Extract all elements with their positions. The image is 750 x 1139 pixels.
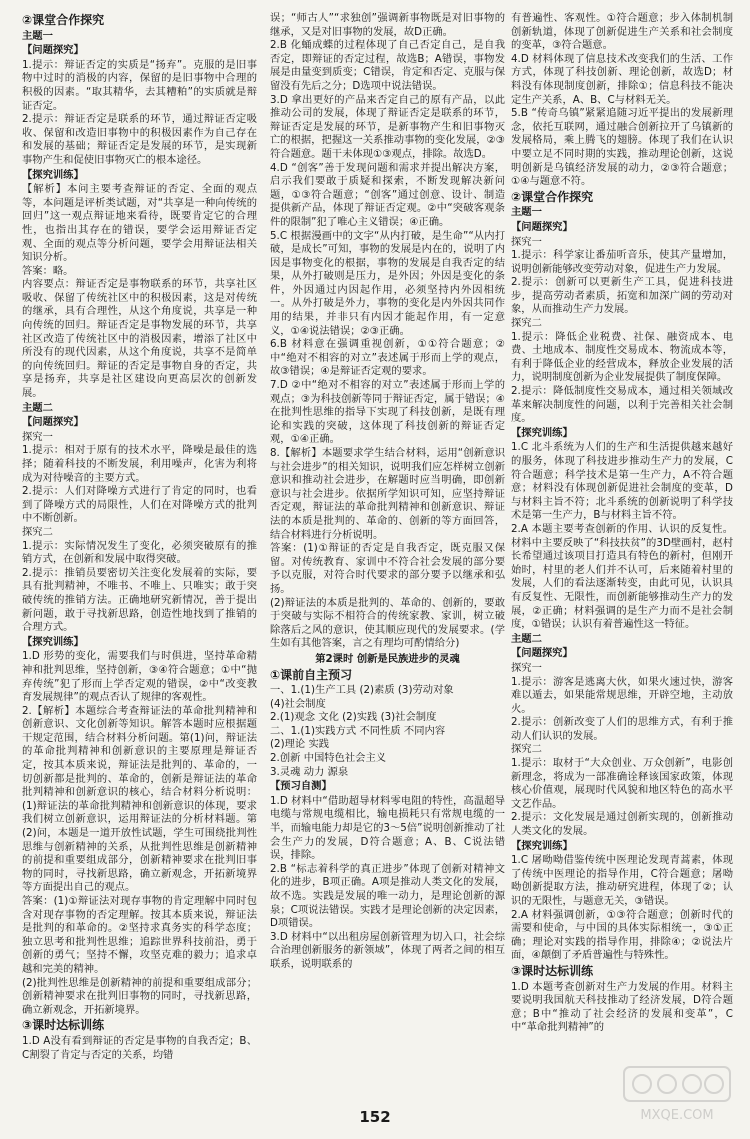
paragraph: 2.【解析】本题综合考查辩证法的革命批判精神和创新意识、文化创新等知识。解答本题时应根据题干规定范围，结合材料分析问题。第(1)问，辩证法的革命批判精神和创新意识的主要原理是辩证否定，按其本质来说，辩证法是批判的、革命的，一切创新都是批判的、革命的，创新是辩证法的革命批判精神和创新意识的核心，结合材料分析说明：(1)辩证法的革命批判精神和创新意识的体现，要求我们树立创新意识，运用辩证法的分析材料题。第(2)问，本题是一道开放性试题，学生可围绕批判性思维与创新精神的关系，从批判性思维是创新精神的前提和重要组成部分，创新精神要求在批判旧事物的同时，寻找新思路，确立新观念，开拓新境界等方面提出自己的观点。	[22, 704, 257, 894]
paragraph: 4.D “创客”善于发现问题和需求并提出解决方案，启示我们要敢于质疑和探索，不断发现解决新问题，①③符合题意；“创客”通过创意、设计、制造提供新产品，体现了辩证否定观。②中“突破客观条件的限制”犯了唯心主义错误；④正确。	[270, 161, 505, 228]
paragraph: 2.提示：人们对降噪方式进行了肯定的同时，也看到了降噪方式的局限性，人们在对降噪方式的批判中不断创新。	[22, 485, 257, 525]
paragraph: 5.C 根据漫画中的文字“从内打破，是生命”“从内打破，是成长”可知，事物的发展是内在的，说明了内因是事物变化的根据，事物的发展是自我否定的结果，从外打破则是压力，是外因；外因是变化的条件，外因通过内因起作用，必须坚持内外因相统一。从外打破是外力，事物的变化是内外因共同作用的结果，并非只有内因才能起作用，有一定意义，①④说法错误；②③正确。	[270, 229, 505, 337]
paragraph: 4.D 材料体现了信息技术改变我们的生活、工作方式，体现了科技创新、理论创新，故选D；材料没有体现制度创新，排除①；信息科技不能决定生产关系，A、B、C与材料无关。	[511, 52, 733, 106]
paragraph: 2.A 本题主要考查创新的作用、认识的反复性。材料中主要反映了“科技扶贫”的3D壁画村，赵村长希望通过该项目打造具有特色的新村，但刚开始时，村里的老人们并不认可，后来随着村里的发展，人们的看法逐渐转变，由此可见，认识具有反复性、无限性，而创新能够推动生产力的发展，②正确；材料强调的是生产力而不是社会制度，①错误；认识有着普遍性这一特征。	[511, 522, 733, 631]
paragraph: (2)批判性思维是创新精神的前提和重要组成部分；创新精神要求在批判旧事物的同时，寻找新思路，确立新观念，开拓新境界。	[22, 976, 257, 1016]
paragraph: 一、1.(1)生产工具 (2)素质 (3)劳动对象	[270, 684, 454, 697]
topic-heading: 主题一	[511, 206, 542, 219]
watermark-text: MXQE.COM	[640, 1108, 714, 1123]
topic-heading: 主题二	[22, 401, 53, 414]
paragraph: 8.【解析】本题要求学生结合材料，运用“创新意识与社会进步”的相关知识，说明我们应怎样树立创新意识和推动社会进步，在解题时应当明确，即创新意识与社会进步。依据所学知识可知，应坚持辩证否定观，辩证法的革命批判精神和创新意识、辩证法的本质是批判的、革命的、创新的等方面回答，结合材料进行分析说明。	[270, 447, 505, 541]
paragraph: 探究一	[511, 235, 542, 248]
paragraph: 2.B “标志着科学的真正进步”体现了创新对精神文化的进步，B项正确。A项是推动人类文化的发展，故不选。实践是发展的唯一动力，是理论创新的源泉；C项说法错误。实践才是理论创新的决定因素，D项错误。	[270, 862, 505, 930]
paragraph: 3.灵魂 动力 源泉	[270, 765, 349, 778]
bracket-heading: 【探究训练】	[511, 426, 573, 439]
paragraph: 2.提示：创新改变了人们的思维方式，有利于推动人们认识的发展。	[511, 716, 733, 742]
bracket-heading: 【问题探究】	[22, 44, 84, 57]
paragraph: 5.B “传奇乌镇”紧紧追随习近平提出的发展新理念，依托互联网，通过融合创新拉开了乌镇新的发展格局，乘上腾飞的翅膀。体现了我们在认识中要立足不同时期的实践，推动理论创新，这说明创新是乌镇经济发展的动力，②③符合题意；①④与题意不符。	[511, 107, 733, 188]
paragraph: 7.D ②中“绝对不相容的对立”表述属于形而上学的观点；③为科技创新等同于辩证否定，属于错误；④在批判性思维的指导下实现了科技创新，是既有理论和实践的突破，这体现了科技创新的辩证否定观，①④正确。	[270, 379, 505, 446]
paragraph: 内容要点：辩证否定是事物联系的环节，共享社区吸收、保留了传统社区中的积极因素，这是对传统的继承，具有合理性，从这个角度说，共享是一种向传统的回归。辩证否定是事物发展的环节，共享社区改造了传统社区中的消极因素，增添了社区中所没有的现代因素，从这个角度说，共享不是简单的向传统回归。辩证的否定是事物自身的否定，共享是扬弃，共享是社区建设向更高层次的创新发展。	[22, 278, 257, 400]
paragraph: 【解析】本问主要考查辩证的否定、全面的观点等，本问题是评析类试题，对“共享是一种向传统的回归”这一观点辩证地来看待，既要肯定它的合理性，也指出其存在的错误，要学会运用辩证否定观、全面的观点等分析问题，要学会用辩证法相关知识分析。	[22, 183, 257, 264]
bracket-heading: 【探究训练】	[511, 839, 573, 852]
paragraph: 1.提示：辩证否定的实质是“扬弃”。克服的是旧事物中过时的消极的内容，保留的是旧事物中合理的积极的因素。“取其精华，去其糟粕”的实质就是辩证否定。	[22, 58, 257, 112]
paragraph: 二、1.(1)实践方式 不同性质 不同内容	[270, 724, 446, 737]
paragraph: 3.D 材料中“以出租房屋创新管理为切入口，社会综合治理创新服务的新领域”，体现了两者之间的相互联系，说明联系的	[270, 930, 505, 970]
paragraph: 1.C 北斗系统为人们的生产和生活提供越来越好的服务，体现了科技进步推动生产力的发展，C符合题意；科学技术是第一生产力，A不符合题意；材料没有体现创新促进社会制度的变革，D与材料主旨不符；北斗系统的创新说明了科学技术是第一生产力，B与材料主旨不符。	[511, 441, 733, 522]
column-middle	[270, 12, 505, 972]
paragraph: 误；“师古人”“求独创”强调新事物既是对旧事物的继承，又是对旧事物的发展，故D正确。	[270, 12, 505, 38]
paragraph: (4)社会制度	[270, 697, 326, 710]
section-heading: ③课时达标训练	[22, 1018, 105, 1033]
column-left	[22, 12, 257, 1062]
watermark-logo	[622, 1065, 732, 1125]
bracket-heading: 【问题探究】	[22, 416, 84, 429]
paragraph: 1.D 本题考查创新对生产力发展的作用。材料主要说明我国航天科技推动了经济发展，D符合题意；B中“推动了社会经济的发展和变革”，C中“革命批判精神”的	[511, 980, 733, 1034]
column-right	[511, 12, 733, 1035]
paragraph: 2.创新 中国特色社会主义	[270, 752, 387, 765]
paragraph: 2.提示：文化发展是通过创新实现的，创新推动人类文化的发展。	[511, 811, 733, 838]
paragraph: 有普遍性、客观性。①符合题意；步入体制机制创新轨道，体现了创新促进生产关系和社会制度的变革，③符合题意。	[511, 12, 733, 52]
bracket-heading: 【问题探究】	[511, 220, 573, 233]
paragraph: (2)辩证法的本质是批判的、革命的、创新的，要敢于突破与实际不相符合的传统家教、家训，树立破除落后之风的意识，使其顺应现代的发展要求。(学生如有其他答案，言之有理均可酌情给分)	[270, 596, 505, 650]
paragraph: 答案：略。	[22, 264, 74, 277]
section-heading: ②课堂合作探究	[511, 189, 594, 204]
paragraph: 探究二	[511, 743, 542, 756]
section-heading: ③课时达标训练	[511, 963, 594, 978]
paragraph: 1.提示：游客是逃离大伙，如果火速过快，游客难以遁去，如果能常规思维，开辟空地，主动放火。	[511, 675, 733, 715]
paragraph: 1.C 屠呦呦借鉴传统中医理论发现青蒿素，体现了传统中医理论的指导作用，C符合题意；屠呦呦创新提取方法，推动研究进程，体现了②；认识的无限性，与题意无关，③错误。	[511, 854, 733, 907]
paragraph: 探究二	[511, 317, 542, 330]
bracket-heading: 【预习自测】	[270, 780, 332, 793]
paragraph: 1.提示：降低企业税费、社保、融资成本、电费、土地成本、制度性交易成本、物流成本等，有利于降低企业的经营成本，释放企业发展的活力，说明制度创新为企业发展提供了制度保障。	[511, 330, 733, 384]
bracket-heading: 【探究训练】	[22, 635, 84, 648]
paragraph: 1.提示：科学家让番茄听音乐，使其产量增加，说明创新能够改变劳动对象，促进生产力发展。	[511, 249, 733, 275]
paragraph: 2.提示：辩证否定是联系的环节，通过辩证否定吸收、保留和改造旧事物中的积极因素作为自己存在和发展的基础；辩证否定是发展的环节，是实现新事物产生和促使旧事物灭亡的根本途径。	[22, 113, 257, 166]
paragraph: (2)理论 实践	[270, 738, 330, 751]
paragraph: 探究一	[511, 661, 542, 674]
paragraph: 1.提示：相对于原有的技术水平，降噪是最佳的选择；随着科技的不断发展，利用噪声，化害为利将成为对待噪音的主要方式。	[22, 444, 257, 484]
paragraph: 1.提示：实际情况发生了变化，必须突破原有的推销方式，在创新和发展中取得突破。	[22, 539, 257, 566]
paragraph: 2.(1)观念 文化 (2)实践 (3)社会制度	[270, 711, 437, 724]
paragraph: 1.D A没有看到辩证的否定是事物的自我否定；B、C割裂了肯定与否定的关系，均错	[22, 1034, 257, 1061]
paragraph: 2.A 材料强调创新，①③符合题意；创新时代的需要和使命，与中国的具体实际相统一，③①正确；理论对实践的指导作用，排除④；②说法片面，④颠倒了矛盾普遍性与特殊性。	[511, 908, 733, 962]
paragraph: 6.B 材料意在强调重视创新，①①符合题意；②中“绝对不相容的对立”表述属于形而上学的观点，故③错误；④是辩证否定观的要求。	[270, 338, 505, 378]
section-heading: ②课堂合作探究	[22, 13, 105, 27]
topic-heading: 主题一	[22, 29, 53, 42]
lesson-title: 第2课时 创新是民族进步的灵魂	[315, 652, 460, 665]
paragraph: 探究二	[22, 525, 53, 538]
paragraph: 2.提示：降低制度性交易成本，通过相关领域改革来解决制度性的问题，以利于完善相关社会制度。	[511, 385, 733, 425]
paragraph: 2.提示：推销员要密切关注变化发展着的实际，要具有批判精神，不唯书、不唯上、只唯实；敢于突破传统的推销方法。正确地研究新情况，善于提出新问题，敢于寻找新思路，创造性地找到了推销的合理方式。	[22, 566, 257, 634]
paragraph: 探究一	[22, 430, 53, 443]
paragraph: 1.提示：取材于“大众创业、万众创新”，电影创新理念，将成为一部准确诠释该国家政策，体现核心价值观，展现时代风貌和地区特色的高水平文艺作品。	[511, 757, 733, 810]
paragraph: 1.D 材料中“借助超导材料零电阻的特性，高温超导电缆与常规电缆相比，输电损耗只有常规电缆的一半，而输电能力却是它的3～5倍”说明创新推动了社会生产力的发展，D符合题意；A、B、C说法错误，排除。	[270, 794, 505, 862]
topic-heading: 主题二	[511, 632, 542, 645]
paragraph: 1.D 形势的变化，需要我们与时俱进，坚持革命精神和批判思维，坚持创新，③④符合题意；①中“抛弃传统”犯了形而上学否定观的错误，②中“改变教育发展规律”的观点否认了规律的客观性。	[22, 650, 257, 704]
paragraph: 答案：(1)①辩证的否定是自我否定，既克服又保留。对传统教育、家训中不符合社会发展的部分要予以克服，对符合时代要求的部分要予以继承和弘扬。	[270, 542, 505, 595]
paragraph: 2.B 化蛹成蝶的过程体现了自己否定自己，是自我否定，即辩证的否定过程，故选B；A错误，事物发展是由量变到质变；C错误，肯定和否定、克服与保留没有先后之分；D选项中说法错误。	[270, 39, 505, 92]
section-heading: ①课前自主预习	[270, 667, 353, 682]
bracket-heading: 【探究训练】	[22, 168, 84, 181]
paragraph: 答案：(1)①辩证法对现存事物的肯定理解中同时包含对现存事物的否定理解。按其本质来说，辩证法是批判的和革命的。②坚持求真务实的科学态度；独立思考和批判性思维；追踪世界科技前沿，勇于创新的勇气；坚持不懈，攻坚克难的毅力；追求卓越和完美的精神。	[22, 895, 257, 975]
bracket-heading: 【问题探究】	[511, 647, 573, 660]
paragraph: 2.提示：创新可以更新生产工具，促进科技进步，提高劳动者素质，拓宽和加深广阔的劳动对象，从而推动生产力发展。	[511, 276, 733, 316]
paragraph: 3.D 拿出更好的产品来否定自己的原有产品，以此推动公司的发展，体现了辩证否定是联系的环节，辩证否定是发展的环节，是新事物产生和旧事物灭亡的根据，把握这一关系推动事物的变化发展，②③符合题意。题干未体现①③观点，排除。故选D。	[270, 93, 505, 160]
page-number: 152	[359, 1108, 391, 1126]
